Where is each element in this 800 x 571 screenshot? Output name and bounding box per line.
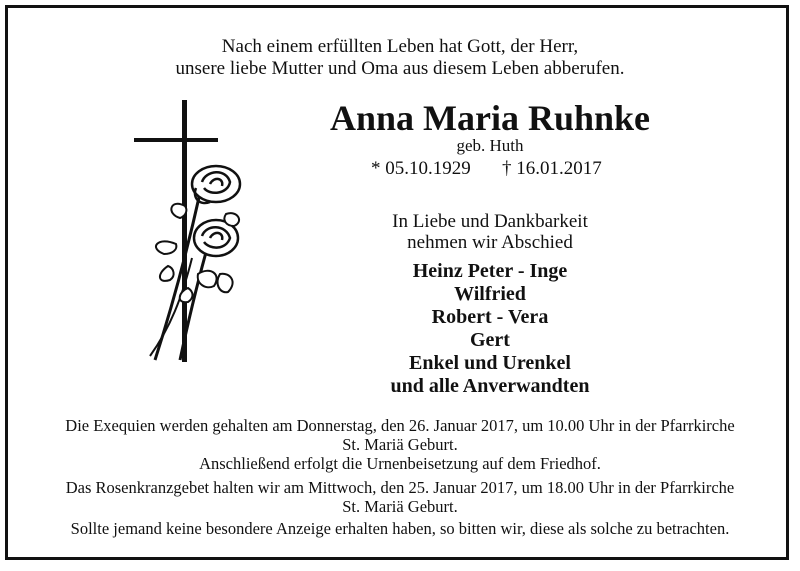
footer-line-1: Die Exequien werden gehalten am Donnerstag, den 26. Januar 2017, um 10.00 Uhr in der Pfarrkirche bbox=[65, 416, 735, 435]
family-member: Wilfried bbox=[454, 283, 526, 305]
death-date: † 16.01.2017 bbox=[502, 158, 602, 179]
family-member: und alle Anverwandten bbox=[390, 375, 590, 397]
footer-line-4: Das Rosenkranzgebet halten wir am Mittwoch, den 25. Januar 2017, um 18.00 Uhr in der Pfarrkirche bbox=[65, 478, 735, 497]
footer-line-2: St. Mariä Geburt. bbox=[342, 435, 458, 454]
family-member: Enkel und Urenkel bbox=[409, 352, 571, 374]
family-member: Heinz Peter - Inge bbox=[412, 260, 568, 282]
intro-line-1: Nach einem erfüllten Leben hat Gott, der Herr, bbox=[221, 36, 579, 57]
deceased-born-name: geb. Huth bbox=[456, 136, 524, 155]
footer-line-3: Anschließend erfolgt die Urnenbeisetzung auf dem Friedhof. bbox=[199, 454, 601, 473]
intro-line-2: unsere liebe Mutter und Oma aus diesem Leben abberufen. bbox=[175, 58, 625, 79]
deceased-name: Anna Maria Ruhnke bbox=[329, 98, 651, 138]
family-member: Robert - Vera bbox=[431, 306, 549, 328]
footer-line-5: St. Mariä Geburt. bbox=[342, 497, 458, 516]
farewell-line-2: nehmen wir Abschied bbox=[407, 232, 573, 253]
farewell-line-1: In Liebe und Dankbarkeit bbox=[392, 211, 588, 232]
cross-with-roses-icon bbox=[130, 98, 260, 368]
footer-line-6: Sollte jemand keine besondere Anzeige erhalten haben, so bitten wir, diese als solche zu betrachten. bbox=[70, 519, 730, 538]
birth-date: * 05.10.1929 bbox=[371, 158, 471, 179]
family-member: Gert bbox=[470, 329, 510, 351]
